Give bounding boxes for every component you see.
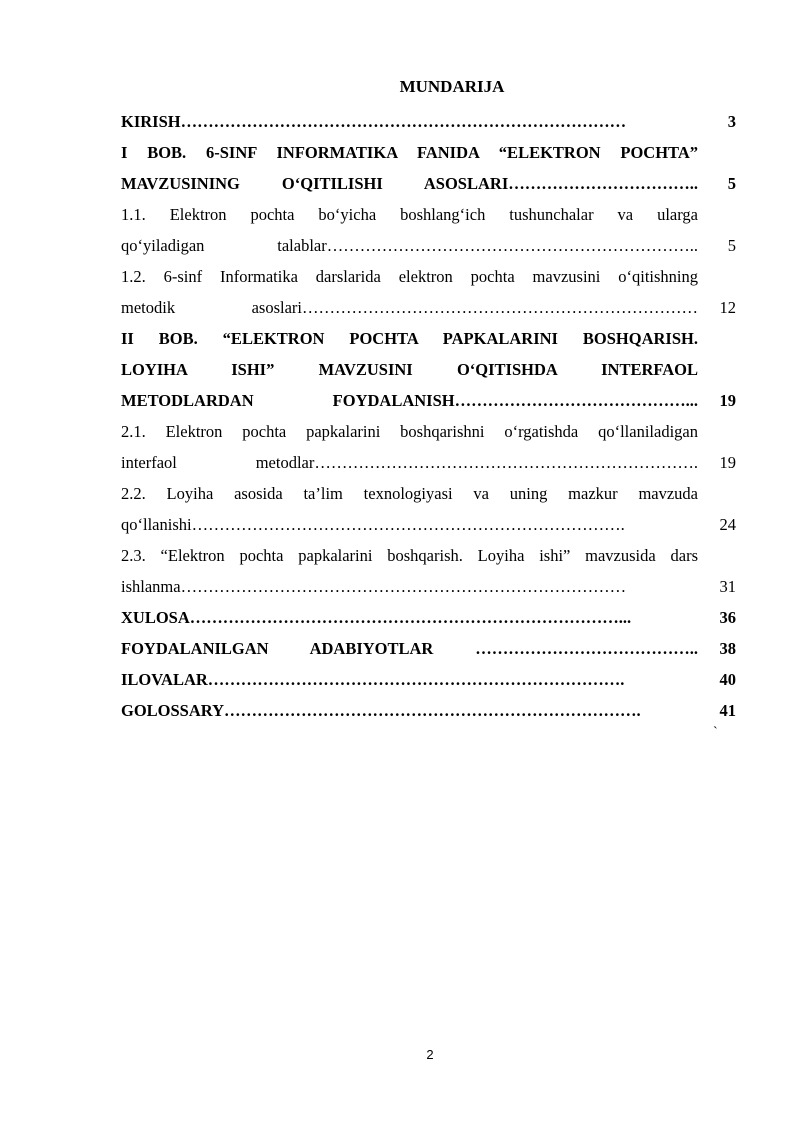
toc-entry-line: ILOVALAR…………………………………………………………………. [121,670,625,689]
toc-entry-line: METODLARDAN FOYDALANISH……………………………………... [121,391,698,410]
toc-entry-page: 5 [727,236,736,255]
toc-entry-page: 5 [727,174,736,193]
toc-entry-line: KIRISH……………………………………………………………………… [121,112,627,131]
table-of-contents [121,106,736,726]
toc-entry [121,633,736,664]
toc-entry [121,137,736,199]
toc-entry [121,540,736,602]
toc-entry-line: interfaol metodlar……………………………………………………………. [121,453,698,472]
toc-entry [121,416,736,478]
toc-entry-line: 2.2. Loyiha asosida ta’lim texnologiyasi va uning mazkur mavzuda [121,484,698,503]
toc-entry-line: 1.1. Elektron pochta bo‘yicha boshlang‘ich tushunchalar va ularga [121,205,698,224]
toc-entry [121,106,736,137]
toc-entry-line: XULOSA……………………………………………………………………... [121,608,632,627]
stray-mark: ` [713,725,718,740]
toc-entry-text [121,199,698,261]
toc-entry-text [121,602,698,633]
toc-entry-line: I BOB. 6-SINF INFORMATIKA FANIDA “ELEKTRON POCHTA” [121,143,698,162]
toc-entry-text [121,261,698,323]
toc-entry-text [121,540,698,602]
toc-entry [121,695,736,726]
toc-entry-line: LOYIHA ISHI” MAVZUSINI O‘QITISHDA INTERFAOL [121,360,698,379]
toc-entry-page: 41 [719,701,736,720]
toc-entry-line: 2.3. “Elektron pochta papkalarini boshqarish. Loyiha ishi” mavzusida dars [121,546,698,565]
toc-entry [121,478,736,540]
toc-entry-line: 1.2. 6-sinf Informatika darslarida elektron pochta mavzusini o‘qitishning [121,267,698,286]
toc-entry-line: 2.1. Elektron pochta papkalarini boshqarishni o‘rgatishda qo‘llaniladigan [121,422,698,441]
toc-entry-line: II BOB. “ELEKTRON POCHTA PAPKALARINI BOSHQARISH. [121,329,698,348]
toc-entry-line: qo‘llanishi……………………………………………………………………. [121,515,625,534]
toc-entry-text [121,478,698,540]
toc-entry-page: 31 [719,577,736,596]
toc-entry [121,199,736,261]
toc-entry-line: qo‘yiladigan talablar………………………………………………………….. [121,236,698,255]
toc-entry-page: 19 [719,391,736,410]
page-title: MUNDARIJA [399,77,505,96]
toc-entry [121,664,736,695]
toc-entry-text [121,106,698,137]
toc-entry-page: 36 [719,608,736,627]
toc-entry-page: 24 [719,515,736,534]
toc-entry-text [121,695,698,726]
toc-entry-line: GOLOSSARY…………………………………………………………………. [121,701,641,720]
toc-entry-page: 19 [719,453,736,472]
toc-entry-line: ishlanma……………………………………………………………………… [121,577,627,596]
page-number: 2 [426,1047,434,1062]
toc-entry [121,261,736,323]
toc-entry-page: 40 [719,670,736,689]
toc-entry-text [121,416,698,478]
toc-entry-page: 12 [719,298,736,317]
toc-entry-page: 38 [719,639,736,658]
toc-entry-text [121,323,698,416]
toc-entry [121,602,736,633]
toc-entry [121,323,736,416]
toc-entry-line: MAVZUSINING O‘QITILISHI ASOSLARI…………………………….. [121,174,698,193]
toc-entry-text [121,664,698,695]
toc-entry-text [121,137,698,199]
toc-entry-line: FOYDALANILGAN ADABIYOTLAR ………………………………….. [121,639,698,658]
toc-entry-line: metodik asoslari……………………………………………………………… [121,298,698,317]
toc-entry-page: 3 [727,112,736,131]
toc-entry-text [121,633,698,664]
